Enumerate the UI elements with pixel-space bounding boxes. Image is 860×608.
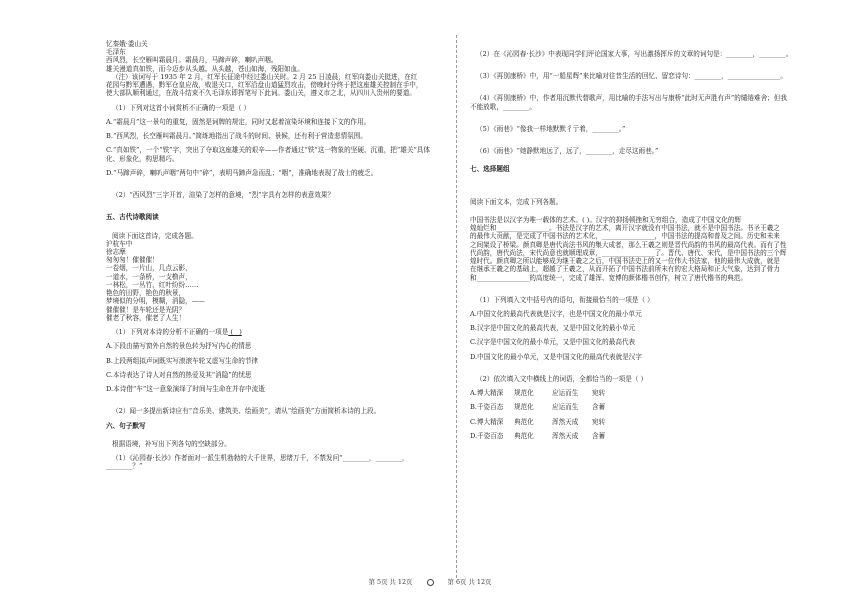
word-choice-cell: 应运而生	[552, 389, 579, 398]
answer-option: D.中国文化的最小单元，又是中国文化的最高代表就是汉字	[470, 352, 642, 361]
fill-question: （6）《雨巷》“她静默地远了，远了，________，走尽这雨巷。”	[476, 147, 659, 156]
answer-option: C.汉字是中国文化的最小单元，又是中国文化的最高代表	[470, 338, 636, 347]
poem-line: 一道水，一条桥，一支橹声，	[106, 272, 192, 281]
passage-line: 的最伟大贡献，是完成了中国书法的艺术化，________________，中国书法的提高和普及之间。历史和未来	[470, 232, 780, 241]
fill-question: （4）《再别康桥》中，作者用沉默代替歌声，用比喻的手法写出与康桥“此时无声胜有声”的缱绻难舍；但我	[476, 94, 787, 103]
question-stem: （2）依次填入文中横线上的词语，全都恰当的一项是（ ）	[476, 374, 648, 383]
answer-option: C.“真如铁”，一个“铁”字，突出了夺取这座雄关的艰辛——作者通过“铁”这一物象的坚硬、沉重，把“雄关”具体	[106, 146, 430, 155]
right-page-column	[470, 40, 805, 446]
poem-line: 催老了秋容，催老了人生！	[106, 313, 186, 322]
fill-instruction: 根据语境，补写出下列各句的空缺部分。	[112, 439, 231, 448]
poem-line: 匆匆匆！催催催！	[106, 256, 159, 265]
word-choice-cell: D.千姿百态	[470, 431, 504, 440]
passage-line: 煌时代。颜真卿之所以能够成为继王羲之之后，中国书法史上的又一位伟大书法家，他的最伟大成就，就是	[470, 257, 780, 266]
answer-option: B.上段两组拟声词既实写滚滚车轮又虚写生命的节律	[106, 356, 259, 365]
question-stem: （1）下列填入文中括号内的语句，衔接最恰当的一项是（ ）	[476, 295, 654, 304]
poem-line: 西风烈，长空雁叫霜晨月。霜晨月，马蹄声碎，喇叭声咽。	[106, 56, 278, 65]
question-stem	[106, 328, 444, 336]
word-choice-cell: 典范化	[514, 417, 534, 426]
word-choice-cell: C.博大精深	[470, 417, 504, 426]
answer-option: C.本诗表达了诗人对自然的热爱及其“消隐”的忧思	[106, 370, 252, 379]
answer-option: A.“霜晨月”这一景句的重复，固然是词牌的规定，同时又起着渲染环境和连接下文的作用。	[106, 117, 371, 126]
fill-question: （2）在《沁园春·长沙》中表现同学们评论国家大事，写出激扬挥斥的文章的词句是：________，________。	[476, 50, 793, 58]
passage-line: 之间架设了桥梁。颜真卿是唐代尚法书风的集大成者，那么王羲之则是晋代尚韵的书风的最高代表。而有了性	[470, 240, 787, 249]
answer-option: D.本诗借“车”这一意象演绎了时间与生命在并存中流逝	[106, 385, 265, 394]
fill-question-continued: ________？”	[106, 462, 143, 471]
question-stem: （1）下列对这首小词赏析不正确的一项是（ ）	[112, 103, 251, 112]
answer-option: 化、形象化，构思精巧。	[106, 154, 179, 163]
poem-line: 梦境似的分明，模糊，消隐，——	[106, 297, 205, 306]
fill-question: （3）《再别康桥》中，用“一船星辉”来比喻对往昔生活的回忆、留恋诗句：________，________________。	[476, 72, 787, 81]
word-choice-row	[470, 432, 805, 440]
fill-question-continued: 不能放歌，________。	[470, 102, 536, 111]
word-choice-cell: 含蓄	[592, 403, 606, 412]
answer-option: B.汉字是中国文化的最高代表，又是中国文化的最小单元	[470, 324, 636, 333]
word-choice-cell: A.博大精深	[470, 389, 504, 398]
poem-author: 毛泽东	[106, 48, 126, 57]
reading-instruction: 阅读下面这首诗，完成各题。	[112, 231, 198, 240]
passage-line: 中国书法是以汉字为唯一载体的艺术。( )。汉字的抑扬顿挫和无穷组合，造成了中国文化的辉	[470, 215, 741, 224]
word-choice-cell: 典范化	[514, 431, 534, 440]
poem-line: 催催催！是车轮还是光阴？	[106, 305, 186, 314]
poem-line: 艳色的田野，艳色的秋景，	[106, 289, 186, 298]
passage-line: 代尚韵，唐代尚法，宋代尚意也就顺理成章，________________了。晋代、唐代、宋代，是中国书法的三个辉	[470, 248, 787, 257]
page-footer	[0, 577, 860, 586]
word-choice-row	[470, 403, 805, 411]
answer-option: B.“西风烈，长空雁叫霜晨月。”简练地指出了战斗的时间、景候，还有利于营造悲情氛围。	[106, 132, 367, 141]
question-stem-text: （1）下列对本诗的分析不正确的一项是	[112, 328, 229, 337]
word-choice-cell: 应运而生	[552, 403, 579, 412]
page-divider	[456, 35, 457, 578]
poem-title: 沪杭车中	[106, 239, 133, 248]
fill-question: （5）《雨巷》“像我一样地默默彳亍着，________。”	[476, 124, 626, 133]
answer-blank[interactable]: ( )	[228, 328, 242, 337]
word-choice-cell: 浑然天成	[552, 417, 579, 426]
word-choice-cell: 宛转	[592, 417, 606, 426]
section-heading: 五、古代诗歌阅读	[106, 213, 159, 222]
word-choice-row	[470, 418, 805, 426]
passage-line: 煌灿烂和________________。书法是汉字的艺术，离开汉字就没有中国书法，就不是中国书法。书圣王羲之	[470, 224, 780, 233]
poem-note-line: 使大部队顺利通过，在战斗结束不久毛泽东即挥笔写下此词。娄山关，遵义市之北，从四川入贵州的要道。	[106, 89, 416, 98]
right-page-number: 第 6页 共 12页	[447, 578, 492, 586]
poem-note-line: 花园与黔军遭遇，黔军仓皇应战，败退关口，红军沿盘山道猛烈攻击，傍晚时分终于把这座雄关控制在手中，	[106, 81, 423, 90]
poem-note-line: （注）该词写于 1935 年 2 月，红军长征途中经过娄山关时。2 月 25 日凌晨，红军向娄山关挺进，在红	[112, 72, 418, 81]
word-choice-cell: 宛转	[592, 389, 606, 398]
section-heading: 六、句子默写	[106, 421, 146, 430]
left-page-number: 第 5页 共 12页	[368, 578, 413, 586]
word-choice-options	[470, 389, 805, 440]
poem-author: 徐志摩	[106, 247, 126, 256]
passage-line: 在继承王羲之的基础上，超越了王羲之，从而开拓了中国书法前所未有的宏大格局和正大气象，达到了骨力	[470, 265, 780, 274]
poem-line: 雄关漫道真如铁，而今迈步从头越。从头越，苍山如海，残阳如血。	[106, 64, 304, 73]
word-choice-row	[470, 389, 805, 397]
section-heading: 七、选择题组	[470, 165, 510, 174]
answer-option: A.中国文化的最高代表就是汉字，也是中国文化的最小单元	[470, 309, 642, 318]
word-choice-cell: 规范化	[514, 403, 534, 412]
answer-option: D.“马蹄声碎，喇叭声咽”两句中“碎”，表明马蹄声急而乱；“咽”，准确地表现了战士的疲乏。	[106, 168, 378, 177]
word-choice-cell: 规范化	[514, 389, 534, 398]
word-choice-cell: 含蓄	[592, 431, 606, 440]
word-choice-cell: B.千姿百态	[470, 403, 504, 412]
poem-line: 一林松，一丛竹，红叶纷纷……	[106, 280, 199, 289]
fill-question: （1）《沁园春·长沙》作者面对一派生机勃勃的大千世界，思绪万千，不禁发问“________，________，	[112, 453, 409, 462]
answer-option: A.下段由描写窗外自然的景色转为抒写内心的情思	[106, 342, 252, 351]
left-page-column	[106, 40, 444, 470]
word-choice-cell: 浑然天成	[552, 431, 579, 440]
poem-title: 忆秦娥·娄山关	[106, 40, 148, 48]
reading-instruction: 阅读下面文本，完成下列各题。	[470, 197, 563, 206]
question-stem: （2）“西风烈”三字开首，渲染了怎样的意境，“烈”字具有怎样的表意效果？	[112, 191, 335, 200]
binding-hole-icon	[427, 579, 434, 586]
passage-line: 和________________的高度统一，完成了雄浑、宽博的颜体楷书创作，树立了唐代楷书的典范。	[470, 273, 747, 282]
poem-line: 一卷烟，一片山，几点云影，	[106, 264, 192, 273]
question-stem: （2）闻一多提出新诗应有“音乐美、建筑美、绘画美”，请从“绘画美”方面简析本诗的上段。	[112, 407, 381, 416]
